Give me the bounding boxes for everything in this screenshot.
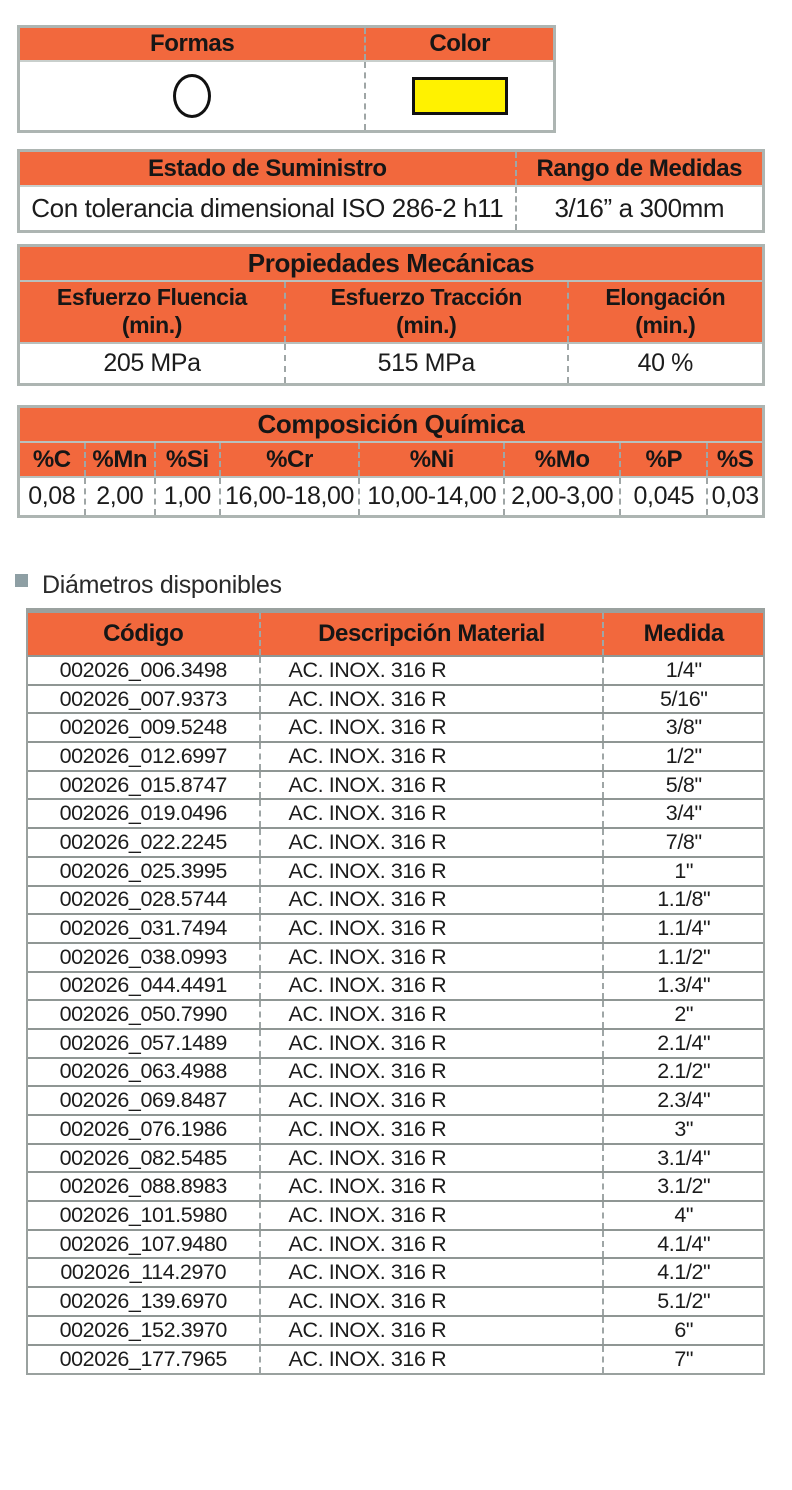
material-cell: AC. INOX. 316 R (260, 1086, 604, 1115)
table-row (28, 972, 763, 1001)
swatch-cell (365, 61, 553, 130)
size-cell: 7" (603, 1345, 763, 1374)
code-cell: 002026_044.4491 (28, 972, 260, 1001)
material-cell: AC. INOX. 316 R (260, 1230, 604, 1259)
code-cell: 002026_007.9373 (28, 685, 260, 714)
size-cell: 1.1/2" (603, 943, 763, 972)
diametros-section-heading (15, 571, 792, 601)
medida-header: Medida (603, 613, 763, 656)
elongacion-header (568, 281, 762, 343)
code-cell: 002026_012.6997 (28, 742, 260, 771)
material-cell: AC. INOX. 316 R (260, 1144, 604, 1173)
mo-header: %Mo (504, 442, 620, 477)
table-row (28, 1000, 763, 1029)
table-row (28, 1086, 763, 1115)
code-cell: 002026_022.2245 (28, 828, 260, 857)
material-cell: AC. INOX. 316 R (260, 1029, 604, 1058)
size-cell: 3/4" (603, 799, 763, 828)
rango-header: Rango de Medidas (516, 152, 762, 186)
s-value: 0,03 (707, 477, 762, 515)
table-row (28, 799, 763, 828)
esfuerzo-traccion-header (285, 281, 568, 343)
formas-color-row (20, 61, 553, 130)
material-cell: AC. INOX. 316 R (260, 1172, 604, 1201)
size-cell: 3/8" (603, 713, 763, 742)
size-cell: 3" (603, 1115, 763, 1144)
table-row (28, 1058, 763, 1087)
ni-header: %Ni (359, 442, 504, 477)
material-cell: AC. INOX. 316 R (260, 943, 604, 972)
code-cell: 002026_057.1489 (28, 1029, 260, 1058)
fluencia-value: 205 MPa (20, 343, 285, 383)
table-row (28, 1172, 763, 1201)
code-cell: 002026_025.3995 (28, 857, 260, 886)
composicion-title: Composición Química (20, 408, 762, 442)
size-cell: 1/2" (603, 742, 763, 771)
rango-value: 3/16” a 300mm (516, 186, 762, 230)
esfuerzo-fluencia-header (20, 281, 285, 343)
size-cell: 5/16" (603, 685, 763, 714)
code-cell: 002026_028.5744 (28, 886, 260, 915)
material-cell: AC. INOX. 316 R (260, 771, 604, 800)
mo-value: 2,00-3,00 (504, 477, 620, 515)
col-name: Esfuerzo Fluencia (56, 284, 247, 311)
code-cell: 002026_050.7990 (28, 1000, 260, 1029)
table-row (28, 857, 763, 886)
material-cell: AC. INOX. 316 R (260, 1058, 604, 1087)
code-cell: 002026_107.9480 (28, 1230, 260, 1259)
code-cell: 002026_038.0993 (28, 943, 260, 972)
code-cell: 002026_069.8487 (28, 1086, 260, 1115)
color-header: Color (365, 28, 553, 61)
size-cell: 3.1/2" (603, 1172, 763, 1201)
table-row (28, 1316, 763, 1345)
table-row (28, 1115, 763, 1144)
material-cell: AC. INOX. 316 R (260, 742, 604, 771)
p-value: 0,045 (620, 477, 707, 515)
composicion-values-row (20, 477, 762, 515)
material-cell: AC. INOX. 316 R (260, 972, 604, 1001)
s-header: %S (707, 442, 762, 477)
datasheet-page (0, 25, 792, 1490)
size-cell: 2" (603, 1000, 763, 1029)
tolerancia-value: Con tolerancia dimensional ISO 286-2 h11 (20, 186, 516, 230)
code-cell: 002026_114.2970 (28, 1258, 260, 1287)
table-row (28, 943, 763, 972)
table-row (28, 886, 763, 915)
size-cell: 3.1/4" (603, 1144, 763, 1173)
col-suffix: (min.) (121, 312, 183, 338)
table-row (28, 1144, 763, 1173)
cr-header: %Cr (220, 442, 360, 477)
shape-cell (20, 61, 365, 130)
material-cell: AC. INOX. 316 R (260, 1115, 604, 1144)
table-row (28, 1345, 763, 1374)
color-swatch (412, 77, 508, 115)
c-header: %C (20, 442, 85, 477)
material-cell: AC. INOX. 316 R (260, 1000, 604, 1029)
mn-value: 2,00 (85, 477, 155, 515)
size-cell: 4.1/2" (603, 1258, 763, 1287)
size-cell: 1.1/4" (603, 914, 763, 943)
table-row (28, 1287, 763, 1316)
table-row (28, 1029, 763, 1058)
table-row (28, 828, 763, 857)
section-title: Diámetros disponibles (42, 571, 282, 599)
code-cell: 002026_152.3970 (28, 1316, 260, 1345)
composicion-quimica-table (17, 405, 765, 518)
formas-color-table (17, 25, 556, 133)
size-cell: 2.3/4" (603, 1086, 763, 1115)
material-cell: AC. INOX. 316 R (260, 799, 604, 828)
material-cell: AC. INOX. 316 R (260, 1287, 604, 1316)
formas-header: Formas (20, 28, 365, 61)
table-row (28, 1201, 763, 1230)
table-row (28, 742, 763, 771)
si-value: 1,00 (155, 477, 220, 515)
cr-value: 16,00-18,00 (220, 477, 360, 515)
p-header: %P (620, 442, 707, 477)
size-cell: 2.1/2" (603, 1058, 763, 1087)
code-cell: 002026_082.5485 (28, 1144, 260, 1173)
size-cell: 2.1/4" (603, 1029, 763, 1058)
col-name: Elongación (605, 284, 726, 311)
table-row (28, 1258, 763, 1287)
size-cell: 4" (603, 1201, 763, 1230)
table-row (28, 914, 763, 943)
propiedades-title: Propiedades Mecánicas (20, 247, 762, 281)
material-cell: AC. INOX. 316 R (260, 1201, 604, 1230)
col-suffix: (min.) (635, 312, 696, 338)
estado-row (20, 186, 762, 230)
material-cell: AC. INOX. 316 R (260, 1258, 604, 1287)
propiedades-values-row (20, 343, 762, 383)
code-cell: 002026_177.7965 (28, 1345, 260, 1374)
ni-value: 10,00-14,00 (359, 477, 504, 515)
size-cell: 7/8" (603, 828, 763, 857)
code-cell: 002026_019.0496 (28, 799, 260, 828)
propiedades-mecanicas-table (17, 244, 765, 386)
descripcion-header: Descripción Material (260, 613, 604, 656)
code-cell: 002026_031.7494 (28, 914, 260, 943)
code-cell: 002026_009.5248 (28, 713, 260, 742)
material-cell: AC. INOX. 316 R (260, 713, 604, 742)
material-cell: AC. INOX. 316 R (260, 685, 604, 714)
size-cell: 5/8" (603, 771, 763, 800)
code-cell: 002026_139.6970 (28, 1287, 260, 1316)
table-row (28, 656, 763, 685)
traccion-value: 515 MPa (285, 343, 568, 383)
col-name: Esfuerzo Tracción (330, 284, 522, 311)
code-cell: 002026_015.8747 (28, 771, 260, 800)
c-value: 0,08 (20, 477, 85, 515)
size-cell: 4.1/4" (603, 1230, 763, 1259)
col-suffix: (min.) (396, 312, 457, 338)
size-cell: 1.1/8" (603, 886, 763, 915)
elongacion-value: 40 % (568, 343, 762, 383)
size-cell: 5.1/2" (603, 1287, 763, 1316)
circle-shape-icon (173, 74, 211, 118)
code-cell: 002026_088.8983 (28, 1172, 260, 1201)
table-row (28, 771, 763, 800)
diametros-table-body (28, 656, 763, 1373)
material-cell: AC. INOX. 316 R (260, 914, 604, 943)
size-cell: 1" (603, 857, 763, 886)
table-row (28, 685, 763, 714)
mn-header: %Mn (85, 442, 155, 477)
si-header: %Si (155, 442, 220, 477)
table-row (28, 1230, 763, 1259)
estado-suministro-table (17, 149, 765, 233)
material-cell: AC. INOX. 316 R (260, 857, 604, 886)
code-cell: 002026_101.5980 (28, 1201, 260, 1230)
code-cell: 002026_076.1986 (28, 1115, 260, 1144)
material-cell: AC. INOX. 316 R (260, 828, 604, 857)
square-bullet-icon (15, 574, 28, 587)
material-cell: AC. INOX. 316 R (260, 886, 604, 915)
size-cell: 1/4" (603, 656, 763, 685)
material-cell: AC. INOX. 316 R (260, 1345, 604, 1374)
estado-header: Estado de Suministro (20, 152, 516, 186)
code-cell: 002026_006.3498 (28, 656, 260, 685)
table-row (28, 713, 763, 742)
material-cell: AC. INOX. 316 R (260, 1316, 604, 1345)
material-cell: AC. INOX. 316 R (260, 656, 604, 685)
code-cell: 002026_063.4988 (28, 1058, 260, 1087)
size-cell: 6" (603, 1316, 763, 1345)
size-cell: 1.3/4" (603, 972, 763, 1001)
diametros-table (26, 608, 765, 1375)
codigo-header: Código (28, 613, 260, 656)
